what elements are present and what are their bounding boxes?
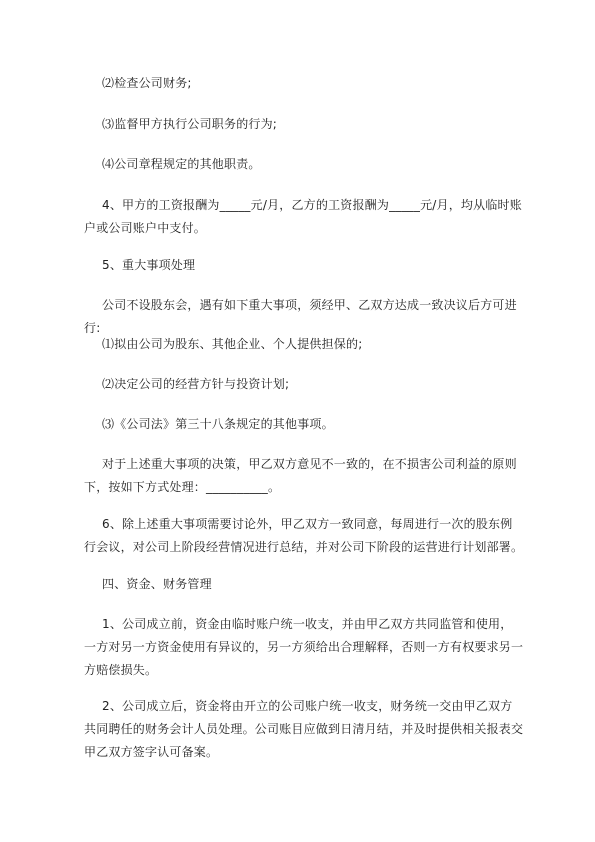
paragraph-no-shareholder-meeting: 公司不设股东会，遇有如下重大事项，须经甲、乙双方达成一致决议后方可进行: [84, 298, 517, 335]
paragraph-supervise-duties: ⑶监督甲方执行公司职务的行为; [102, 117, 278, 131]
section-heading-finance: 四、资金、财务管理 [102, 577, 212, 591]
paragraph-salary: 4、甲方的工资报酬为_____元/月，乙方的工资报酬为_____元/月，均从临时账户或公司账户中支付。 [84, 198, 522, 235]
paragraph-weekly-meeting: 6、除上述重大事项需要讨论外，甲乙双方一致同意，每周进行一次的股东例行会议，对公司上阶段经营情况进行总结，并对公司下阶段的运营进行计划部署。 [84, 517, 524, 554]
paragraph-guarantee: ⑴拟由公司为股东、其他企业、个人提供担保的; [102, 337, 363, 351]
paragraph-check-finance: ⑵检查公司财务; [102, 76, 192, 90]
paragraph-other-duties: ⑷公司章程规定的其他职责。 [102, 157, 261, 171]
paragraph-policy-investment: ⑵决定公司的经营方针与投资计划; [102, 377, 290, 391]
paragraph-before-establishment: 1、公司成立前，资金由临时账户统一收支，并由甲乙双方共同监管和使用，一方对另一方资金使用有异议的，另一方须给出合理解释，否则一方有权要求另一方赔偿损失。 [84, 617, 524, 677]
paragraph-company-law: ⑶《公司法》第三十八条规定的其他事项。 [102, 417, 334, 431]
section-heading-major-matters: 5、重大事项处理 [102, 258, 196, 272]
paragraph-after-establishment: 2、公司成立后，资金将由开立的公司账户统一收支，财务统一交由甲乙双方共同聘任的财务会计人员处理。公司账目应做到日清月结，并及时提供相关报表交甲乙双方签字认可备案。 [84, 699, 524, 759]
paragraph-disagreement: 对于上述重大事项的决策，甲乙双方意见不一致的，在不损害公司利益的原则下，按如下方式处理：__________。 [84, 457, 517, 494]
